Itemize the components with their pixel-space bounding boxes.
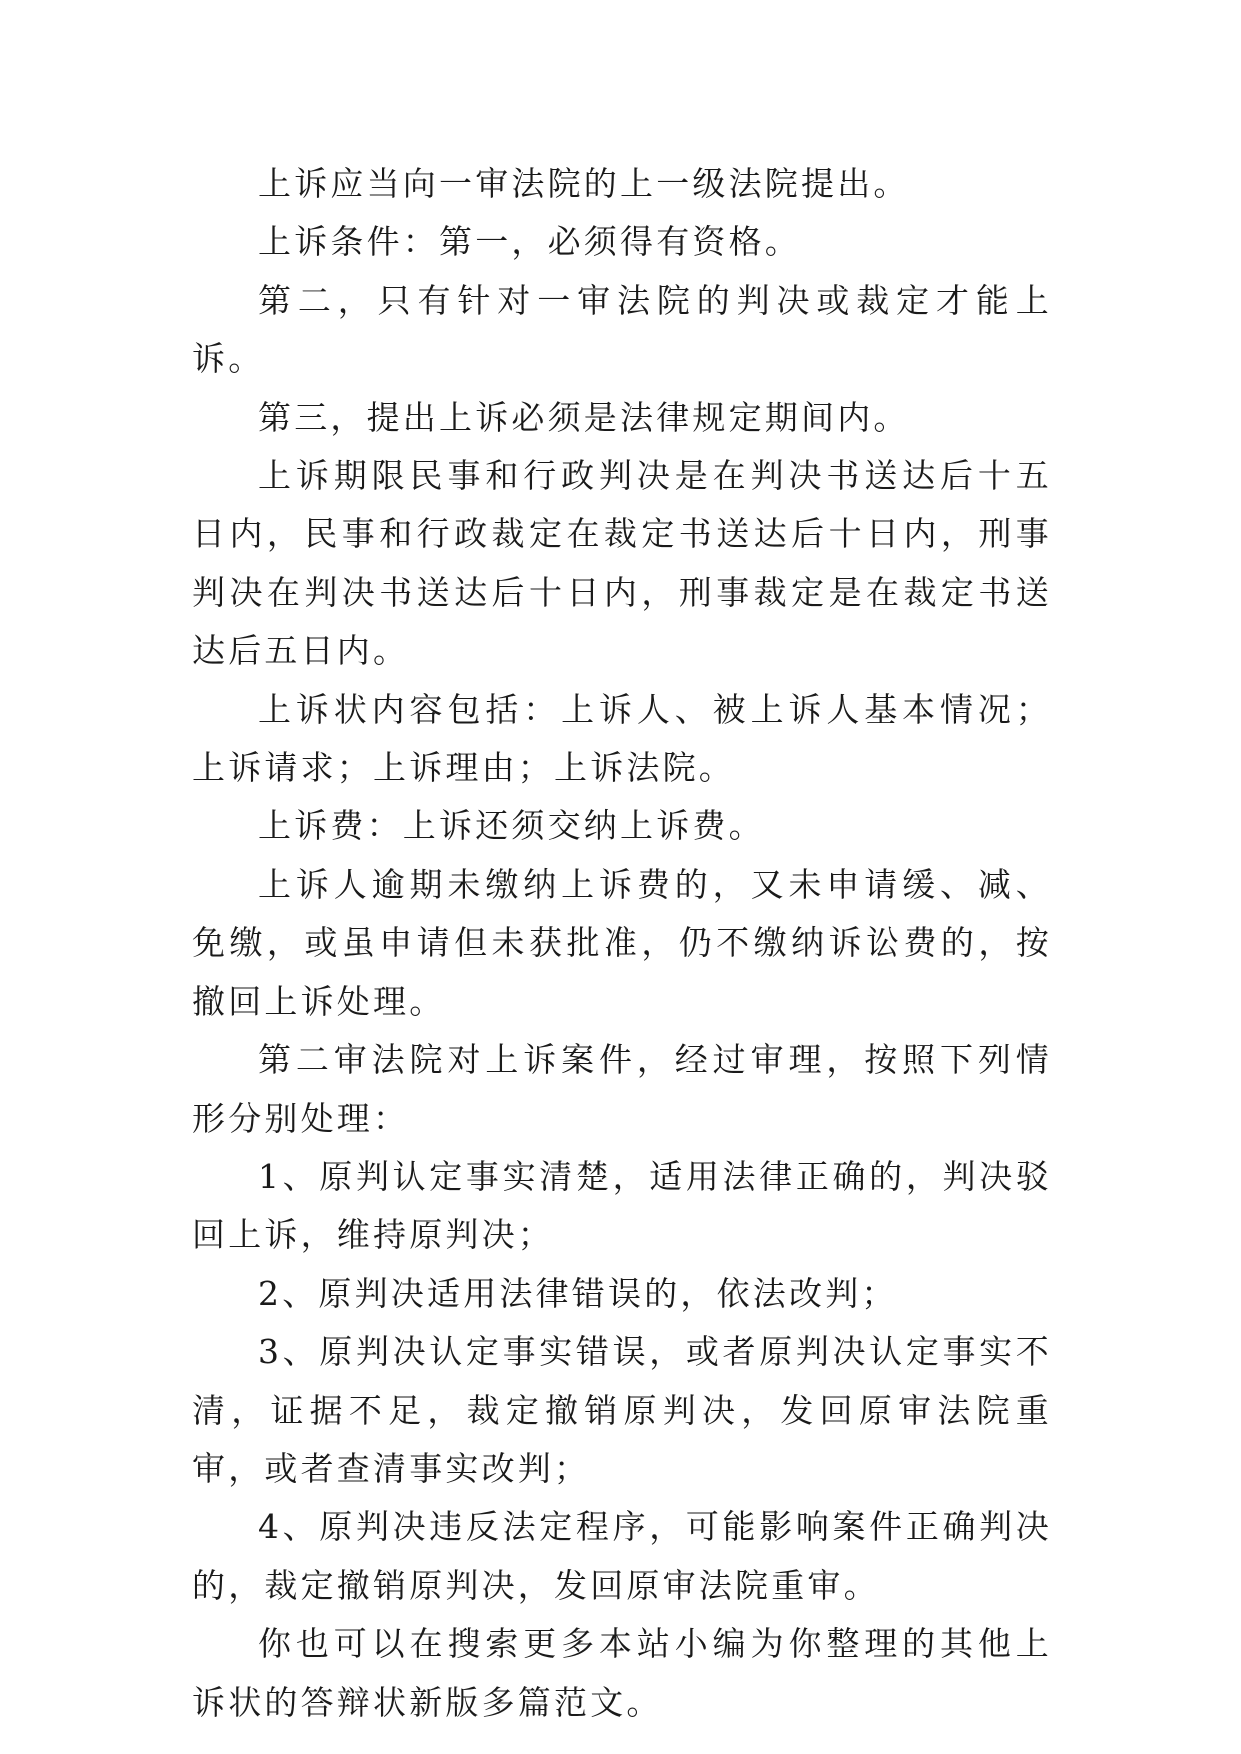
paragraph-overdue-fee: 上诉人逾期未缴纳上诉费的，又未申请缓、减、免缴，或虽申请但未获批准，仍不缴纳诉讼费的，按撤回上诉处理。	[192, 864, 1052, 1021]
paragraph-item-1: 1、原判认定事实清楚，适用法律正确的，判决驳回上诉，维持原判决；	[192, 1156, 1052, 1255]
paragraph-item-2: 2、原判决适用法律错误的，依法改判；	[258, 1273, 898, 1313]
paragraph-second-instance: 第二审法院对上诉案件，经过审理，按照下列情形分别处理：	[192, 1040, 1052, 1138]
paragraph-appeal-condition-1: 上诉条件：第一，必须得有资格。	[258, 222, 801, 262]
paragraph-appeal-fee: 上诉费：上诉还须交纳上诉费。	[258, 806, 765, 846]
document-body	[192, 155, 1052, 1732]
paragraph-closing: 你也可以在搜索更多本站小编为你整理的其他上诉状的答辩状新版多篇范文。	[192, 1624, 1052, 1722]
paragraph-item-3: 3、原判决认定事实错误，或者原判决认定事实不清，证据不足，裁定撤销原判决，发回原审法院重审，或者查清事实改判；	[192, 1332, 1052, 1488]
paragraph-appeal-content: 上诉状内容包括：上诉人、被上诉人基本情况；上诉请求；上诉理由；上诉法院。	[192, 689, 1052, 788]
paragraph-appeal-condition-2: 第二，只有针对一审法院的判决或裁定才能上诉。	[192, 280, 1052, 379]
paragraph-item-4: 4、原判决违反法定程序，可能影响案件正确判决的，裁定撤销原判决，发回原审法院重审。	[192, 1507, 1052, 1605]
paragraph-appeal-court: 上诉应当向一审法院的上一级法院提出。	[258, 164, 910, 203]
paragraph-appeal-deadline: 上诉期限民事和行政判决是在判决书送达后十五日内，民事和行政裁定在裁定书送达后十日内，刑事判决在判决书送达后十日内，刑事裁定是在裁定书送达后五日内。	[192, 456, 1052, 671]
paragraph-appeal-condition-3: 第三，提出上诉必须是法律规定期间内。	[258, 397, 910, 437]
